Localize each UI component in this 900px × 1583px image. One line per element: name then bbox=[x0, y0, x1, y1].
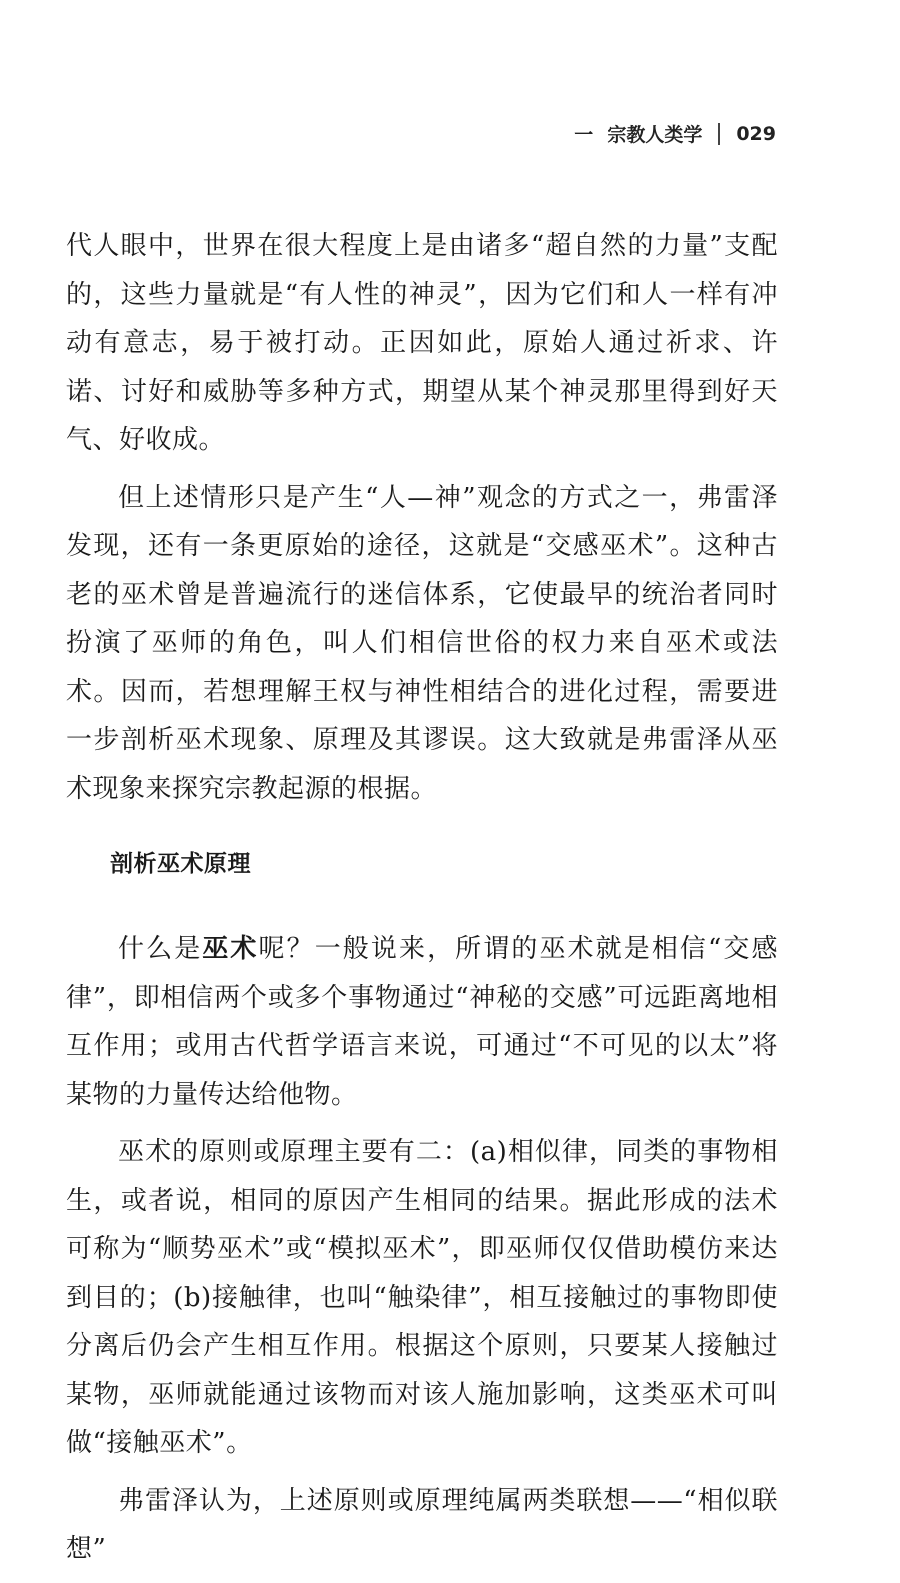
paragraph-text: 什么是 bbox=[118, 934, 203, 964]
body-text bbox=[66, 222, 778, 1583]
paragraph: 巫术的原则或原理主要有二：(a)相似律，同类的事物相生，或者说，相同的原因产生相同的结果。据此形成的法术可称为“顺势巫术”或“模拟巫术”，即巫师仅仅借助模仿来达到目的；(b)接触律，也叫“触染律”，相互接触过的事物即使分离后仍会产生相互作用。根据这个原则，只要某人接触过某物，巫师就能通过该物而对该人施加影响，这类巫术可叫做“接触巫术”。 bbox=[66, 1137, 778, 1458]
paragraph-text: 呢？一般说来，所谓的巫术就是相信“交感律”，即相信两个或多个事物通过“神秘的交感”可远距离地相互作用；或用古代哲学语言来说，可通过“不可见的以太”将某物的力量传达给他物。 bbox=[66, 934, 778, 1110]
section-heading: 剖析巫术原理 bbox=[110, 851, 251, 877]
paragraph-continued: 代人眼中，世界在很大程度上是由诸多“超自然的力量”支配的，这些力量就是“有人性的神灵”，因为它们和人一样有冲动有意志，易于被打动。正因如此，原始人通过祈求、许诺、讨好和威胁等多种方式，期望从某个神灵那里得到好天气、好收成。 bbox=[66, 231, 778, 455]
running-header bbox=[574, 120, 776, 147]
header-divider bbox=[718, 123, 720, 145]
chapter-mark: 一 bbox=[574, 124, 594, 146]
chapter-title: 宗教人类学 bbox=[607, 124, 703, 146]
key-term: 巫术 bbox=[202, 934, 259, 964]
paragraph: 但上述情形只是产生“人—神”观念的方式之一，弗雷泽发现，还有一条更原始的途径，这就是“交感巫术”。这种古老的巫术曾是普遍流行的迷信体系，它使最早的统治者同时扮演了巫师的角色，叫人们相信世俗的权力来自巫术或法术。因而，若想理解王权与神性相结合的进化过程，需要进一步剖析巫术现象、原理及其谬误。这大致就是弗雷泽从巫术现象来探究宗教起源的根据。 bbox=[66, 482, 778, 804]
paragraph bbox=[66, 925, 778, 1119]
paragraph: 弗雷泽认为，上述原则或原理纯属两类联想——“相似联想” bbox=[66, 1485, 778, 1564]
page-number: 029 bbox=[736, 122, 776, 145]
